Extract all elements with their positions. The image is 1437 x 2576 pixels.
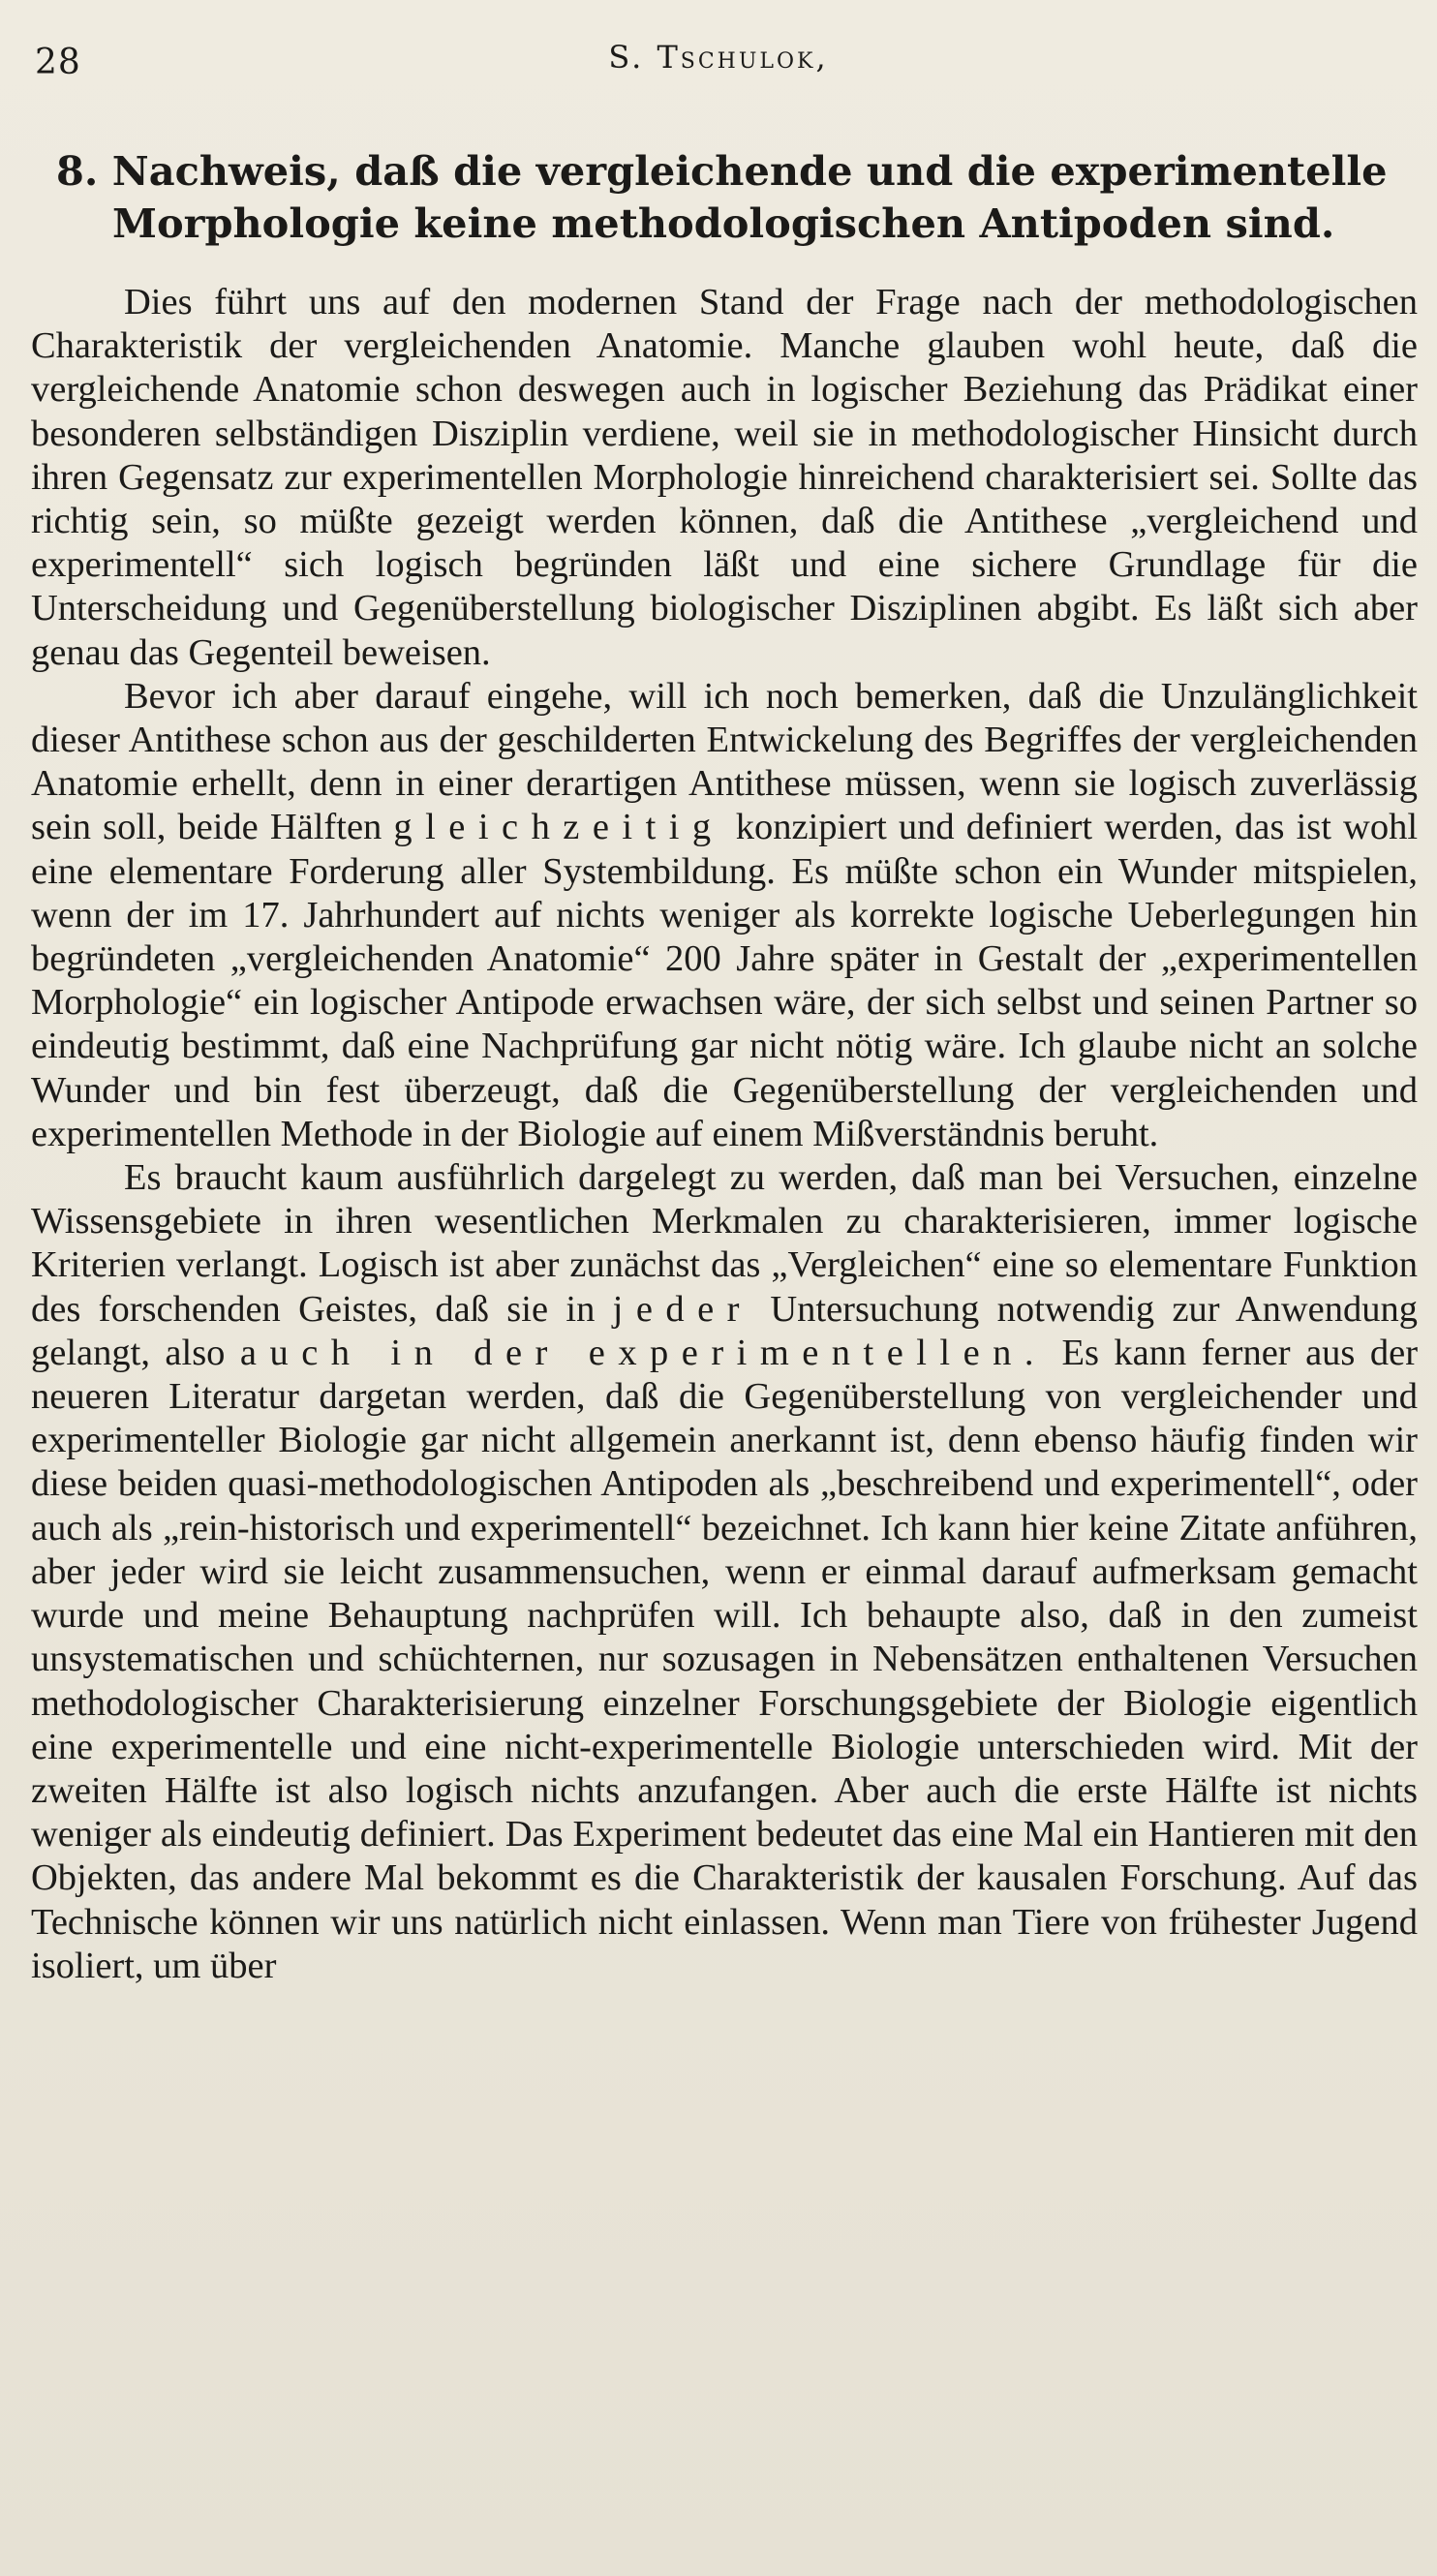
section-heading-line-2: Morphologie keine methodologischen Antipoden sind.: [112, 199, 1335, 247]
paragraph-3-text-b: Untersuchung notwendig zur Anwendung gelangt, also: [31, 1288, 1419, 1373]
paragraph-3-emphasis-1: jeder: [612, 1288, 752, 1330]
paragraph-3-text-c: Es kann ferner aus der neueren Literatur dargetan werden, daß die Gegenüberstellung von vergleichender und experimenteller Biologie gar nicht allgemein anerkannt ist, denn ebenso häufig finden wir diese beiden quasi-methodologischen Antipoden als „beschreibend und experimentell“, oder auch als „rein-historisch und experimentell“ bezeichnet. Ich kann hier keine Zitate anführen, aber jeder wird sie leicht zusammensuchen, wenn er einmal darauf aufmerksam gemacht wurde und meine Behauptung nachprüfen will. Ich behaupte also, daß in den zumeist unsystematischen und schüchternen, nur sozusagen in Nebensätzen enthaltenen Versuchen methodologischer Charakterisierung einzelner Forschungsgebiete der Biologie eigentlich eine experimentelle und eine nicht-experimentelle Biologie unterschieden wird. Mit der zweiten Hälfte ist also logisch nichts anzufangen. Aber auch die erste Hälfte ist nichts weniger als eindeutig definiert. Das Experiment bedeutet das eine Mal ein Hantieren mit den Objekten, das andere Mal bekommt es die Charakteristik der kausalen Forschung. Auf das Technische können wir uns natürlich nicht einlassen. Wenn man Tiere von frühester Jugend isoliert, um über: [31, 1332, 1419, 1986]
body-text: [31, 281, 1418, 1988]
section-heading: [56, 145, 1412, 250]
paragraph-2-text-a: Bevor ich aber darauf eingehe, will ich noch bemerken, daß die Unzulänglichkeit dieser Antithese schon aus der geschilderten Entwickelung des Begriffes der vergleichenden Anatomie erhellt, denn in einer derartigen Antithese müssen, wenn sie logisch zuverlässig sein soll, beide Hälften: [31, 675, 1418, 848]
paragraph-1: Dies führt uns auf den modernen Stand der Frage nach der methodologischen Charakteristik der vergleichenden Anatomie. Manche glauben wohl heute, daß die vergleichende Anatomie schon deswegen auch in logischer Beziehung das Prädikat einer besonderen selbständigen Disziplin verdiene, weil sie in methodologischer Hinsicht durch ihren Gegensatz zur experimentellen Morphologie hinreichend charakterisiert sei. Sollte das richtig sein, so müßte gezeigt werden können, daß die Antithese „vergleichend und experimentell“ sich logisch begründen läßt und eine sichere Grundlage für die Unterscheidung und Gegenüberstellung biologischer Disziplinen abgibt. Es läßt sich aber genau das Gegenteil beweisen.: [31, 282, 1418, 673]
paragraph-3: [31, 1156, 1418, 1988]
page-number: 28: [35, 43, 81, 82]
paragraph-2: [31, 675, 1418, 1156]
paragraph-2-emphasis: gleichzeitig: [393, 807, 724, 848]
paragraph-3-emphasis-2: auch in der experimentellen.: [239, 1332, 1047, 1373]
paragraph-3-text-a: Es braucht kaum ausführlich dargelegt zu werden, daß man bei Versuchen, einzelne Wissensgebiete in ihren wesentlichen Merkmalen zu charakterisieren, immer logische Kriterien verlangt. Logisch ist aber zunächst das „Vergleichen“ eine so elementare Funktion des forschenden Geistes, daß sie in: [31, 1157, 1418, 1330]
page-header: [35, 33, 1402, 91]
paragraph-2-text-b: konzipiert und definiert werden, das ist wohl eine elementare Forderung aller Systembildung. Es müßte schon ein Wunder mitspielen, wenn der im 17. Jahrhundert auf nichts weniger als korrekte logische Ueberlegungen hin begründeten „vergleichenden Anatomie“ 200 Jahre später in Gestalt der „experimentellen Morphologie“ ein logischer Antipode erwachsen wäre, der sich selbst und seinen Partner so eindeutig bestimmt, daß eine Nachprüfung gar nicht nötig wäre. Ich glaube nicht an solche Wunder und bin fest überzeugt, daß die Gegenüberstellung der vergleichenden und experimentellen Methode in der Biologie auf einem Mißverständnis beruht.: [31, 807, 1419, 1154]
running-head: S. Tschulok,: [608, 39, 829, 76]
section-heading-line-1: 8. Nachweis, daß die vergleichende und die experimentelle: [56, 147, 1388, 195]
